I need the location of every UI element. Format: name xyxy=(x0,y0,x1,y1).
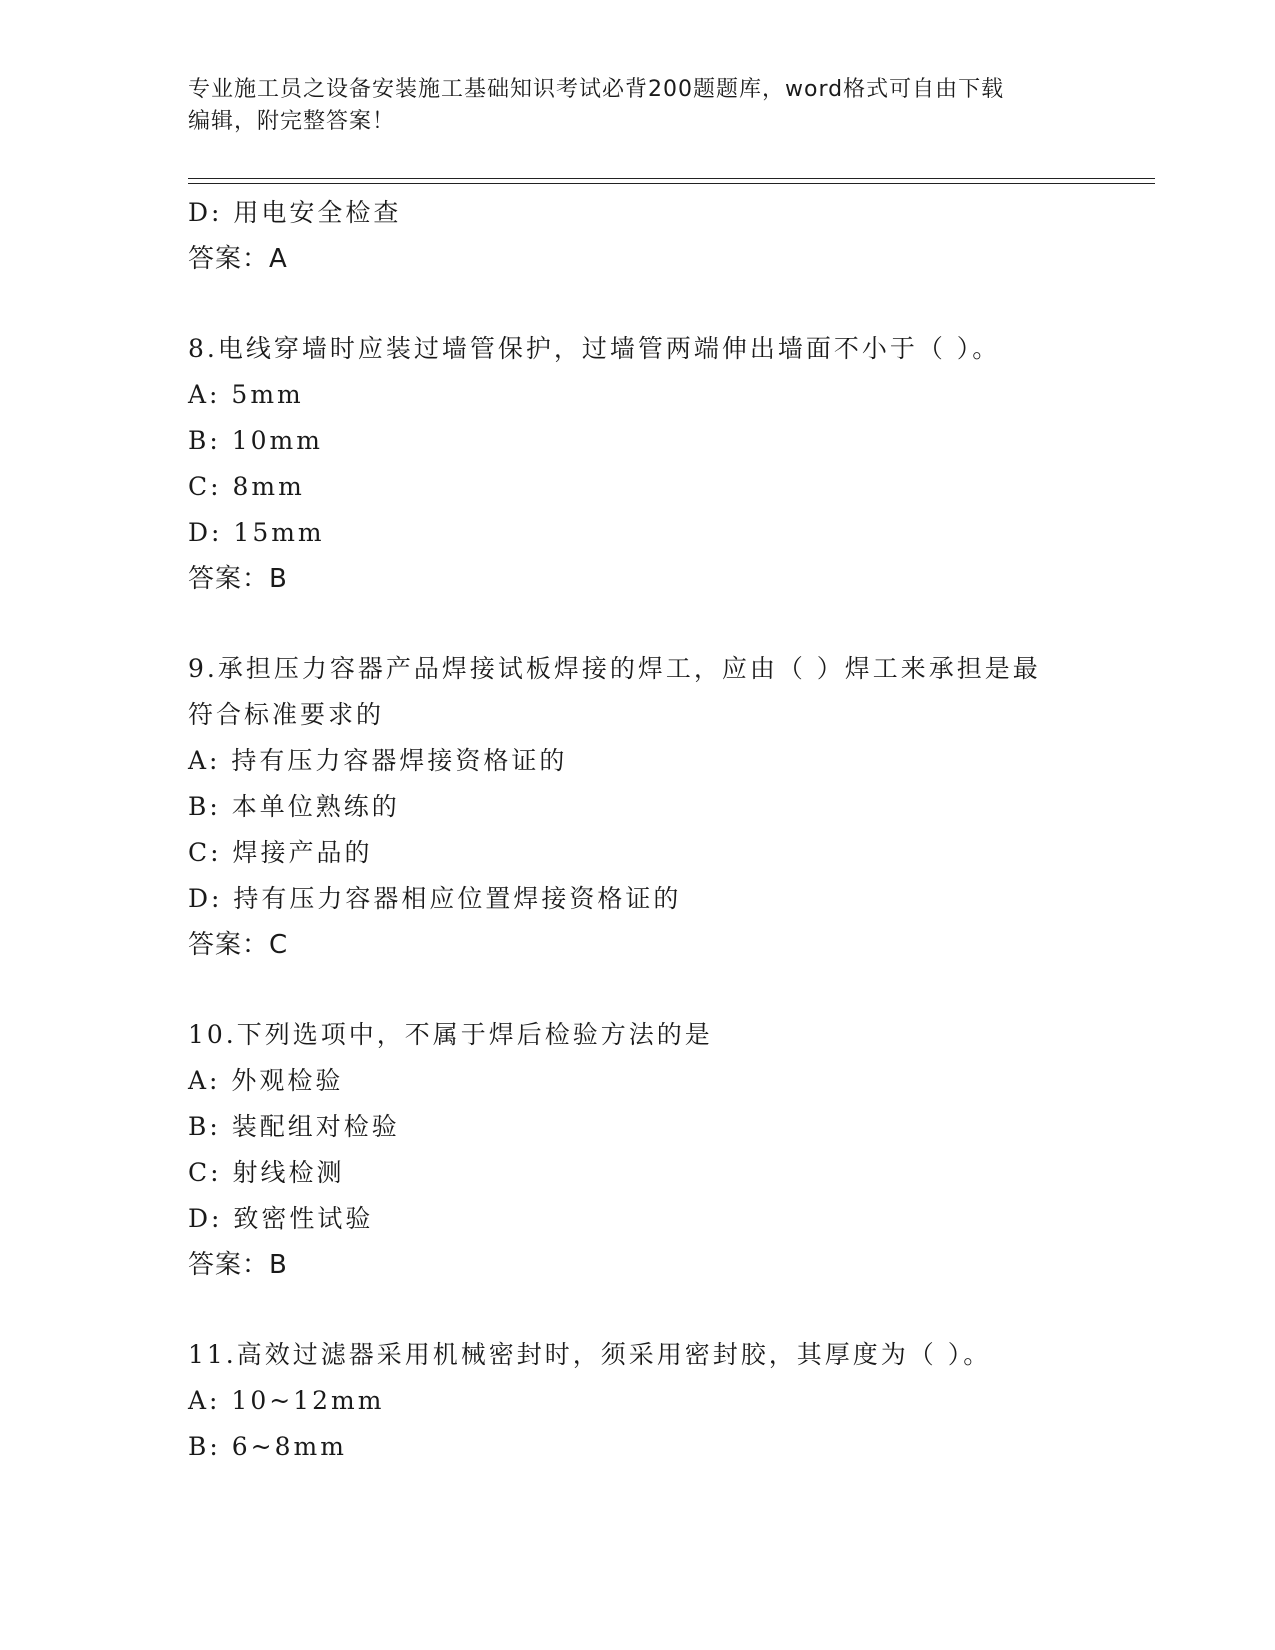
question-9-option-c: C: 焊接产品的 xyxy=(188,838,373,867)
question-8-option-b: B: 10mm xyxy=(188,426,323,455)
question-10-stem: 10.下列选项中，不属于焊后检验方法的是 xyxy=(188,1020,713,1049)
question-10-option-d: D: 致密性试验 xyxy=(188,1204,374,1233)
question-11-stem: 11.高效过滤器采用机械密封时，须采用密封胶，其厚度为（ ）。 xyxy=(188,1340,992,1369)
question-9-option-d: D: 持有压力容器相应位置焊接资格证的 xyxy=(188,884,682,913)
question-9-answer: 答案：C xyxy=(188,930,289,960)
header-divider-top xyxy=(188,178,1155,179)
question-10-option-c: C: 射线检测 xyxy=(188,1158,345,1187)
prev-option-d: D: 用电安全检查 xyxy=(188,198,402,227)
question-11-option-b: B: 6~8mm xyxy=(188,1432,347,1461)
question-10-answer: 答案：B xyxy=(188,1250,288,1280)
question-8-option-c: C: 8mm xyxy=(188,472,305,501)
question-9-option-b: B: 本单位熟练的 xyxy=(188,792,400,821)
prev-answer: 答案：A xyxy=(188,244,288,274)
question-8-option-d: D: 15mm xyxy=(188,518,325,547)
question-8-stem: 8.电线穿墙时应装过墙管保护，过墙管两端伸出墙面不小于（ ）。 xyxy=(188,334,1001,363)
question-9-stem-line-2: 符合标准要求的 xyxy=(188,700,385,729)
header-line-2: 编辑，附完整答案！ xyxy=(188,109,396,134)
question-9-stem-line-1: 9.承担压力容器产品焊接试板焊接的焊工，应由（ ）焊工来承担是最 xyxy=(188,654,1041,683)
question-8-option-a: A: 5mm xyxy=(188,380,304,409)
question-11-option-a: A: 10~12mm xyxy=(188,1386,385,1415)
question-9-option-a: A: 持有压力容器焊接资格证的 xyxy=(188,746,568,775)
header-divider-bottom xyxy=(188,183,1155,184)
header-line-1: 专业施工员之设备安装施工基础知识考试必背200题题库，word格式可自由下载 xyxy=(188,77,1005,102)
question-10-option-a: A: 外观检验 xyxy=(188,1066,344,1095)
question-10-option-b: B: 装配组对检验 xyxy=(188,1112,400,1141)
question-8-answer: 答案：B xyxy=(188,564,288,594)
document-header xyxy=(188,74,1088,138)
question-list xyxy=(188,190,1148,1470)
